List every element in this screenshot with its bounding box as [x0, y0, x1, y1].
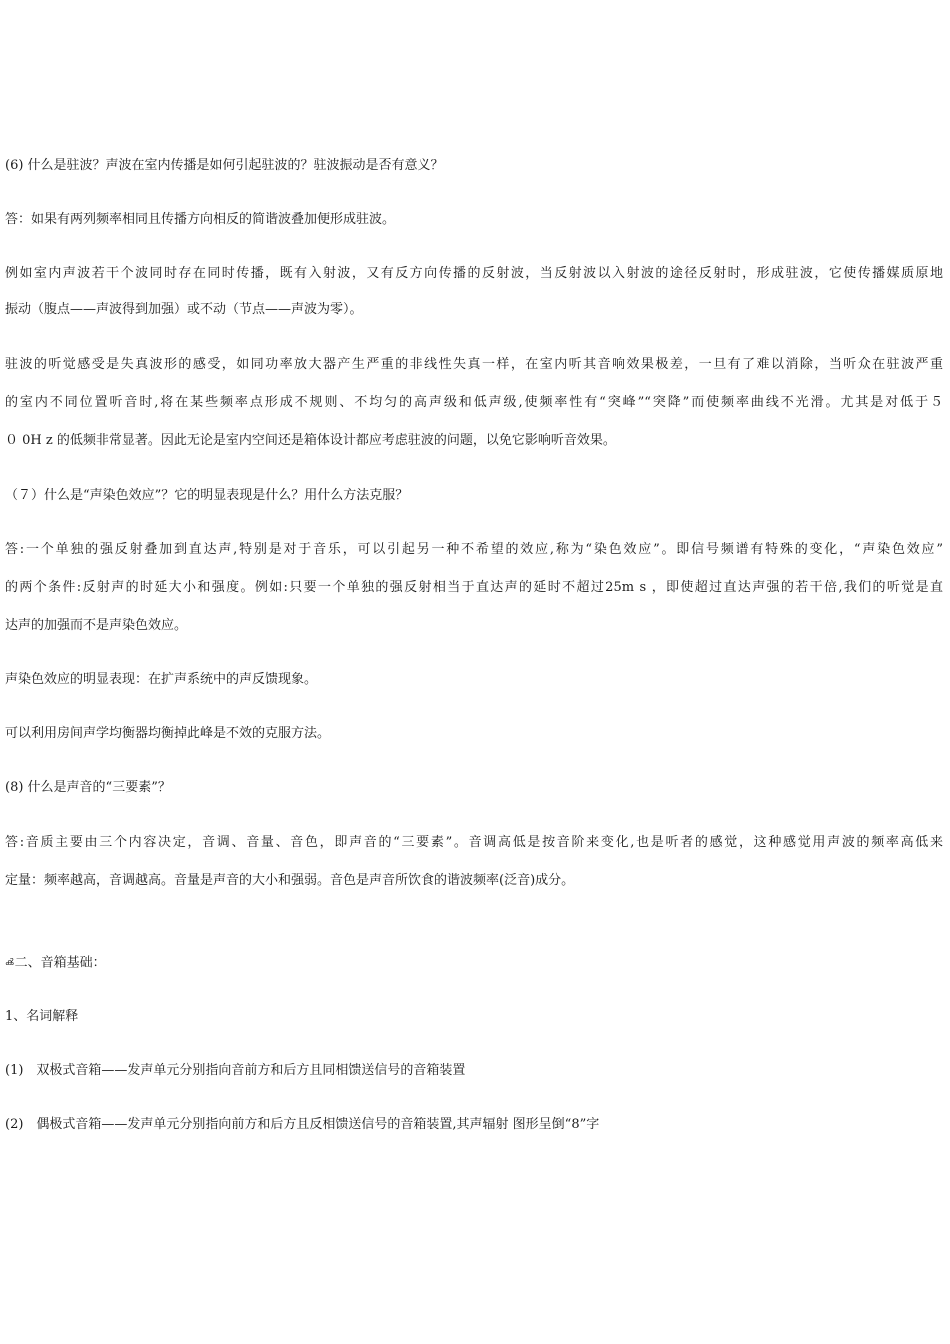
answer-6-effect-line-1: 驻波的听觉感受是失真波形的感受，如同功率放大器产生严重的非线性失真一样，在室内听其音响效果极差，一旦有了难以消除，当听众在驻波严重: [5, 357, 943, 372]
answer-6-effect-line-2: 的室内不同位置听音时,将在某些频率点形成不规则、不均匀的高声级和低声级,使频率性有“突峰”“突降”而使频率曲线不光滑。尤其是对低于５: [5, 395, 943, 410]
section-heading-text: 二、音箱基础：: [14, 955, 106, 971]
answer-8-line-1: 答:音质主要由三个内容决定，音调、音量、音色，即声音的“三要素”。音调高低是按音阶来变化,也是听者的感觉，这种感觉用声波的频率高低来: [5, 835, 943, 850]
question-8: (8) 什么是声音的“三要素”？: [5, 780, 171, 795]
answer-6-example-line-2: 振动（腹点——声波得到加强）或不动（节点——声波为零）。: [5, 302, 363, 317]
answer-7-line-3: 达声的加强而不是声染色效应。: [5, 618, 188, 633]
answer-7-manifestation: 声染色效应的明显表现：在扩声系统中的声反馈现象。: [5, 672, 318, 687]
term-1-bipolar-speaker: (1) 双极式音箱——发声单元分别指向音前方和后方且同相馈送信号的音箱装置: [5, 1063, 466, 1078]
question-7: （７）什么是“声染色效应”？它的明显表现是什么？用什么方法克服？: [5, 488, 409, 503]
answer-6-definition: 答：如果有两列频率相同且传播方向相反的简谐波叠加便形成驻波。: [5, 212, 396, 227]
answer-7-line-2: 的两个条件:反射声的时延大小和强度。例如:只要一个单独的强反射相当于直达声的延时不超过25m s ，即使超过直达声强的若干倍,我们的听觉是直: [5, 580, 943, 595]
answer-6-example-line-1: 例如室内声波若干个波同时存在同时传播，既有入射波，又有反方向传播的反射波，当反射波以入射波的途径反射时，形成驻波，它使传播媒质原地: [5, 266, 943, 281]
section-heading-speaker-basics: [5, 954, 943, 973]
answer-7-line-1: 答:一个单独的强反射叠加到直达声,特别是对于音乐，可以引起另一种不希望的效应,称为“染色效应”。即信号频谱有特殊的变化，“声染色效应”: [5, 542, 943, 557]
answer-7-remedy: 可以利用房间声学均衡器均衡掉此峰是不效的克服方法。: [5, 726, 331, 741]
answer-8-line-2: 定量：频率越高，音调越高。音量是声音的大小和强弱。音色是声音所饮食的谐波频率(泛音)成分。: [5, 873, 575, 888]
term-2-dipole-speaker: (2) 偶极式音箱——发声单元分别指向前方和后方且反相馈送信号的音箱装置,其声辐射 图形呈倒“8”字: [5, 1117, 600, 1132]
question-6: (6) 什么是驻波？声波在室内传播是如何引起驻波的？驻波振动是否有意义？: [5, 158, 444, 173]
answer-6-effect-line-3: ０ 0H z 的低频非常显著。因此无论是室内空间还是箱体设计都应考虑驻波的问题，以免它影响听音效果。: [5, 433, 616, 448]
heading-mark-icon: ൿ: [5, 958, 14, 968]
subsection-terms: 1、名词解释: [5, 1009, 79, 1024]
